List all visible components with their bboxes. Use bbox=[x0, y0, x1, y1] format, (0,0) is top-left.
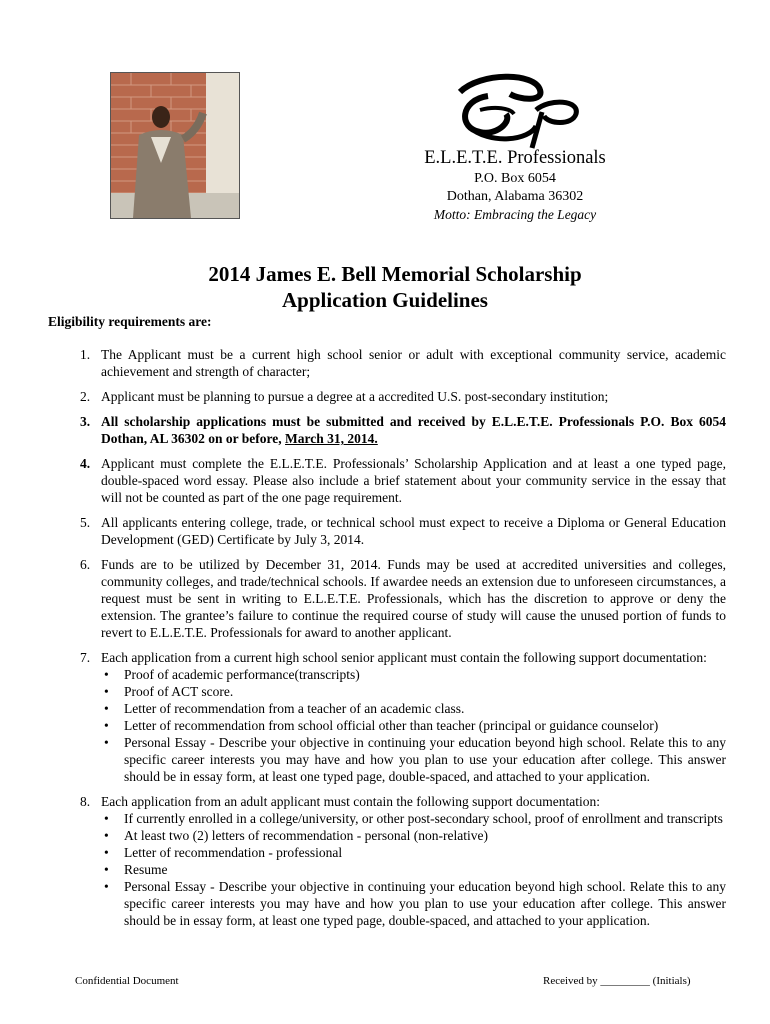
requirement-item bbox=[60, 413, 726, 447]
portrait-photo bbox=[110, 72, 240, 219]
bullet-item: • Letter of recommendation from school official other than teacher (principal or guidance counselor) bbox=[101, 717, 726, 734]
item-text: Applicant must be planning to pursue a degree at a accredited U.S. post-secondary institution; bbox=[101, 389, 609, 404]
ep-logo bbox=[440, 70, 600, 150]
bullet-item: • If currently enrolled in a college/university, or other post-secondary school, proof of enrollment and transcripts bbox=[101, 810, 726, 827]
document-subtitle: Application Guidelines bbox=[282, 288, 488, 312]
item-text: All scholarship applications must be submitted and received by E.L.E.T.E. Professionals P.O. Box 6054 Dothan, AL 36302 on or before, bbox=[101, 414, 726, 446]
requirement-item bbox=[60, 346, 726, 380]
bullet-list bbox=[101, 810, 726, 929]
requirement-item bbox=[60, 388, 726, 405]
item-number: 6. bbox=[80, 557, 91, 572]
item-number: 3. bbox=[80, 414, 91, 429]
item-text: Each application from a current high school senior applicant must contain the following support documentation: bbox=[101, 650, 707, 665]
item-number: 5. bbox=[80, 515, 91, 530]
item-number: 1. bbox=[80, 347, 91, 362]
bullet-item: • Proof of academic performance(transcripts) bbox=[101, 666, 726, 683]
item-text: The Applicant must be a current high school senior or adult with exceptional community service, academic achievement and strength of character; bbox=[101, 347, 726, 379]
org-motto: Motto: Embracing the Legacy bbox=[433, 207, 597, 222]
item-text: Applicant must complete the E.L.E.T.E. Professionals’ Scholarship Application and at least a one typed page, double-spaced word essay. Please also include a brief statement about your community service in the essay that will not be counted as part of the one page requirement. bbox=[101, 456, 726, 505]
item-number: 4. bbox=[80, 456, 91, 471]
bullet-item: • Letter of recommendation - professional bbox=[101, 844, 726, 861]
bullet-item: • Personal Essay - Describe your objective in continuing your education beyond high school. Relate this to any specific career interests you may have and how you plan to use your education after college. This answer should be in essay form, at least one typed page, double-spaced, and attached to your application. bbox=[101, 878, 726, 929]
org-city: Dothan, Alabama 36302 bbox=[446, 189, 584, 204]
bullet-item: • Resume bbox=[101, 861, 726, 878]
org-name: E.L.E.T.E. Professionals bbox=[424, 148, 606, 168]
org-po-box: P.O. Box 6054 bbox=[474, 171, 556, 186]
bullet-item: • Proof of ACT score. bbox=[101, 683, 726, 700]
bullet-item: • At least two (2) letters of recommendation - personal (non-relative) bbox=[101, 827, 726, 844]
deadline-date: March 31, 2014. bbox=[285, 431, 378, 446]
requirement-item bbox=[60, 556, 726, 641]
bullet-item: • Letter of recommendation from a teacher of an academic class. bbox=[101, 700, 726, 717]
requirement-item bbox=[60, 514, 726, 548]
item-number: 7. bbox=[80, 650, 91, 665]
item-text: Each application from an adult applicant must contain the following support documentation: bbox=[101, 794, 600, 809]
item-number: 8. bbox=[80, 794, 91, 809]
item-text: Funds are to be utilized by December 31, 2014. Funds may be used at accredited universities and colleges, community colleges, and trade/technical schools. If awardee needs an extension due to unforeseen circumstances, a request must be sent in writing to E.L.E.T.E. Professionals, which has the discretion to approve or deny the extension. The grantee’s failure to continue the required course of study will cause the unused portion of funds to revert to E.L.E.T.E. Professionals for award to another applicant. bbox=[101, 557, 726, 640]
requirement-item bbox=[60, 793, 726, 929]
bullet-item: • Personal Essay - Describe your objective in continuing your education beyond high school. Relate this to any specific career interests you may have and how you plan to use your education after college. This answer should be in essay form, at least one typed page, double-spaced, and attached to your application. bbox=[101, 734, 726, 785]
bullet-list bbox=[101, 666, 726, 785]
requirement-item bbox=[60, 649, 726, 785]
document-title: 2014 James E. Bell Memorial Scholarship bbox=[208, 262, 582, 286]
item-number: 2. bbox=[80, 389, 91, 404]
eligibility-heading: Eligibility requirements are: bbox=[48, 314, 212, 329]
footer-received-by: Received by _________ (Initials) bbox=[543, 975, 691, 987]
item-text: All applicants entering college, trade, or technical school must expect to receive a Diploma or General Education Development (GED) Certificate by July 3, 2014. bbox=[101, 515, 726, 547]
requirement-item bbox=[60, 455, 726, 506]
requirements-list bbox=[60, 346, 726, 937]
footer-confidential: Confidential Document bbox=[75, 975, 179, 987]
